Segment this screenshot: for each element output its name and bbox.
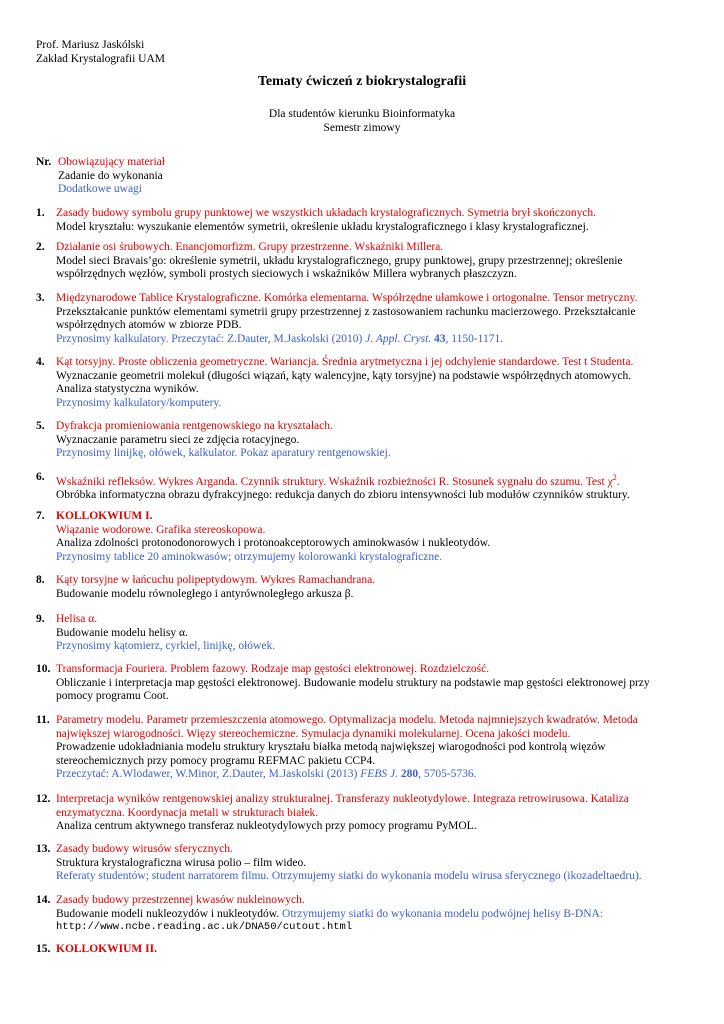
legend-mandatory: Obowiązujący materiał bbox=[58, 156, 165, 168]
topic-material: Zasady budowy symbolu grupy punktowej we wszystkich układach krystalograficznych. Symetria brył skończonych. bbox=[56, 207, 597, 219]
topic-item-4 bbox=[36, 356, 696, 410]
topic-number: 11. bbox=[36, 714, 50, 726]
topic-task bbox=[56, 908, 696, 922]
topic-material bbox=[56, 471, 696, 489]
author-block bbox=[36, 38, 165, 66]
journal-pages: , 1150-1171. bbox=[445, 332, 504, 345]
topic-number: 8. bbox=[36, 574, 45, 586]
topic-number: 13. bbox=[36, 843, 51, 855]
colloquium-label: KOLLOKWIUM I. bbox=[56, 510, 153, 522]
page-title: Tematy ćwiczeń z biokrystalografii bbox=[257, 74, 467, 89]
journal-name: J. Appl. Cryst. bbox=[365, 332, 432, 345]
topic-number: 2. bbox=[36, 241, 45, 253]
topic-task: Analiza statystyczna wyników. bbox=[56, 383, 199, 396]
topic-item-7 bbox=[36, 510, 696, 564]
journal-pages: , 5705-5736. bbox=[418, 768, 477, 781]
topic-notes bbox=[56, 333, 696, 347]
topic-material: Helisa α. bbox=[56, 613, 98, 625]
superscript: 2 bbox=[612, 473, 617, 482]
subtitle-audience: Dla studentów kierunku Bioinformatyka bbox=[268, 108, 456, 120]
topic-notes: Przynosimy linijkę, ołówek, kalkulator. Pokaz aparatury rentgenowskiej. bbox=[56, 447, 391, 460]
topic-task: Analiza centrum aktywnego transferaz nukleotydylowych przy pomocy programu PyMOL. bbox=[56, 820, 477, 833]
topic-item-10 bbox=[36, 663, 696, 704]
topic-item-2 bbox=[36, 241, 696, 282]
author-department: Zakład Krystalografii UAM bbox=[36, 53, 166, 65]
topic-task: pomocy programu Coot. bbox=[56, 690, 169, 703]
subtitle-block bbox=[0, 108, 724, 135]
topic-item-3 bbox=[36, 292, 696, 346]
topic-material: Interpretacja wyników rentgenowskiej analizy strukturalnej. Transferazy nukleotydylowe. Integraza retrowirusowa. Kataliza bbox=[56, 793, 629, 805]
topic-item-11 bbox=[36, 714, 696, 782]
topic-material: Kąty torsyjne w łańcuchu polipeptydowym. Wykres Ramachandrana. bbox=[56, 574, 376, 586]
topic-number: 7. bbox=[36, 510, 45, 522]
topic-number: 14. bbox=[36, 894, 51, 906]
topic-task: Struktura krystalograficzna wirusa polio – film wideo. bbox=[56, 856, 307, 869]
topic-task: współrzędnych węzłów, symboli prostych sieciowych i wskaźników Millera wybranych płaszczyzn. bbox=[56, 268, 517, 281]
colloquium-label: KOLLOKWIUM II. bbox=[56, 943, 157, 955]
topic-material: Zasady budowy wirusów sferycznych. bbox=[56, 843, 233, 855]
topic-material: Transformacja Fouriera. Problem fazowy. Rodzaje map gęstości elektronowej. Rozdzielczość. bbox=[56, 663, 490, 675]
material-text: Wskaźniki refleksów. Wykres Arganda. Czynnik struktury. Wskaźnik rozbieżności R. Stosunek sygnału do szumu. Test χ bbox=[56, 475, 613, 488]
legend-label: Nr. bbox=[36, 156, 52, 168]
topic-task: współrzędnych atomów w zbiorze PDB. bbox=[56, 319, 242, 332]
topic-task: Model sieci Bravais’go: określenie symetrii, układu krystalograficznego, grupy punktowej, grupy przestrzennej; określenie bbox=[56, 254, 623, 267]
topic-task: Prowadzenie udokładniania modelu struktury kryształu białka metodą największej wiarogodności pod kontrolą więzów bbox=[56, 741, 606, 754]
topic-material: Kąt torsyjny. Proste obliczenia geometryczne. Wariancja. Średnia arytmetyczna i jej odchylenie standardowe. Test t Studenta. bbox=[56, 356, 634, 368]
topic-task: Budowanie modelu helisy α. bbox=[56, 626, 188, 639]
topic-material: Zasady budowy przestrzennej kwasów nukleinowych. bbox=[56, 894, 305, 906]
topic-task: Przekształcanie punktów elementami symetrii grupy przestrzennej z zastosowaniem rachunku macierzowego. Przekształcanie bbox=[56, 305, 636, 318]
task-text: Budowanie modeli nukleozydów i nukleotydów. bbox=[56, 907, 283, 920]
topic-notes: Otrzymujemy siatki do wykonania modelu podwójnej helisy B-DNA: bbox=[282, 907, 604, 920]
topic-item-6 bbox=[36, 471, 696, 503]
journal-volume: 43 bbox=[434, 332, 446, 345]
cutout-link[interactable]: http://www.ncbe.reading.ac.uk/DNA50/cutout.html bbox=[56, 921, 353, 934]
topic-notes bbox=[56, 768, 696, 782]
topic-task: Budowanie modelu równoległego i antyrównoległego arkusza β. bbox=[56, 587, 354, 600]
topic-number: 12. bbox=[36, 793, 51, 805]
topic-number: 3. bbox=[36, 292, 45, 304]
topic-number: 4. bbox=[36, 356, 45, 368]
legend-task: Zadanie do wykonania bbox=[58, 169, 163, 182]
legend-notes: Dodatkowe uwagi bbox=[58, 183, 142, 195]
topic-number: 10. bbox=[36, 663, 51, 675]
notes-text: Przeczytać: A.Wlodawer, W.Minor, Z.Dauter, M.Jaskolski (2013) bbox=[56, 768, 361, 781]
topic-task: Analiza zdolności protonodonorowych i protonoakceptorowych aminokwasów i nukleotydów. bbox=[56, 537, 491, 550]
topic-notes: Przynosimy tablice 20 aminokwasów; otrzymujemy kolorowanki krystalograficzne. bbox=[56, 550, 443, 563]
topic-task: Wyznaczanie geometrii molekuł (długości wiązań, kąty walencyjne, kąty torsyjne) na podstawie współrzędnych atomowych. bbox=[56, 369, 632, 382]
topic-number: 1. bbox=[36, 207, 45, 219]
author-name: Prof. Mariusz Jaskólski bbox=[36, 39, 145, 51]
topic-material: enzymatyczna. Koordynacja metali w strukturach białek. bbox=[56, 806, 319, 819]
topic-task: Obliczanie i interpretacja map gęstości elektronowej. Budowanie modelu struktury na podstawie map gęstości elektronowej przy bbox=[56, 676, 650, 689]
topic-task: stereochemicznych przy pomocy programu REFMAC pakietu CCP4. bbox=[56, 754, 376, 767]
journal-volume: 280 bbox=[400, 768, 419, 781]
topic-material: największej wiarogodności. Więzy stereochemiczne. Symulacja dynamiki molekularnej. Ocena jakości modelu. bbox=[56, 727, 571, 740]
topic-item-5 bbox=[36, 420, 696, 461]
topic-material: Działanie osi śrubowych. Enancjomorfizm. Grupy przestrzenne. Wskaźniki Millera. bbox=[56, 241, 444, 253]
notes-text: Przynosimy kalkulatory. Przeczytać: Z.Dauter, M.Jaskolski (2010) bbox=[56, 332, 366, 345]
topic-item-12 bbox=[36, 793, 696, 834]
topic-item-9 bbox=[36, 613, 696, 654]
topic-task: Wyznaczanie parametru sieci ze zdjęcia rotacyjnego. bbox=[56, 433, 300, 446]
journal-name: FEBS J. bbox=[360, 768, 398, 781]
topic-task: Obróbka informatyczna obrazu dyfrakcyjnego: redukcja danych do zbioru intensywności lub modułów czynników struktury. bbox=[56, 489, 630, 502]
topic-item-14 bbox=[36, 894, 696, 935]
topic-material: Wiązanie wodorowe. Grafika stereoskopowa. bbox=[56, 523, 266, 536]
topic-number: 15. bbox=[36, 943, 51, 955]
topic-notes: Referaty studentów; student narratorem filmu. Otrzymujemy siatki do wykonania modelu wirusa sferycznego (ikozadeltaedru). bbox=[56, 870, 642, 883]
topic-task: Model kryształu: wyszukanie elementów symetrii, określenie układu krystalograficznego i klasy krystalograficznej. bbox=[56, 220, 589, 233]
topic-number: 6. bbox=[36, 471, 45, 483]
topic-item-13 bbox=[36, 843, 696, 884]
topic-item-1 bbox=[36, 207, 696, 234]
topic-item-15 bbox=[36, 943, 696, 957]
legend bbox=[36, 156, 165, 197]
topic-notes: Przynosimy kalkulatory/komputery. bbox=[56, 396, 222, 409]
topic-notes: Przynosimy kątomierz, cyrkiel, linijkę, ołówek. bbox=[56, 640, 276, 653]
topic-number: 5. bbox=[36, 420, 45, 432]
topic-material: Parametry modelu. Parametr przemieszczenia atomowego. Optymalizacja modelu. Metoda najmniejszych kwadratów. Metoda bbox=[56, 714, 638, 726]
topic-material: Dyfrakcja promieniowania rentgenowskiego na kryształach. bbox=[56, 420, 333, 432]
topic-item-8 bbox=[36, 574, 696, 601]
material-end: . bbox=[616, 475, 620, 488]
topic-material: Międzynarodowe Tablice Krystalograficzne. Komórka elementarna. Współrzędne ułamkowe i ortogonalne. Tensor metryczny. bbox=[56, 292, 638, 304]
topic-number: 9. bbox=[36, 613, 45, 625]
subtitle-semester: Semestr zimowy bbox=[323, 121, 401, 134]
